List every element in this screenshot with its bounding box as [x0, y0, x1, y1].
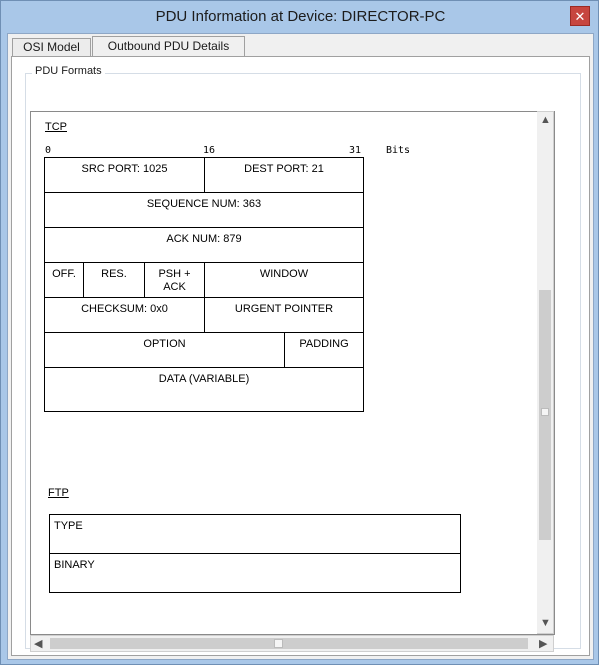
tcp-field-checksum: CHECKSUM: 0x0	[44, 297, 205, 333]
tcp-field-ack-num: ACK NUM: 879	[44, 227, 364, 263]
ftp-field-type: TYPE	[49, 514, 461, 554]
vertical-thumb-grip	[541, 408, 549, 416]
horizontal-scrollbar[interactable]	[30, 635, 554, 652]
bit-label-mid: 16	[203, 145, 216, 156]
ftp-field-binary: BINARY	[49, 553, 461, 593]
vertical-scrollbar[interactable]	[537, 111, 554, 634]
tcp-field-window: WINDOW	[204, 262, 364, 298]
scroll-up-icon[interactable]: ▲	[540, 114, 551, 126]
scroll-left-icon[interactable]: ◀	[34, 638, 43, 650]
tcp-field-padding: PADDING	[284, 332, 364, 368]
horizontal-scroll-thumb[interactable]	[50, 638, 528, 649]
tab-panel	[11, 56, 590, 656]
pdu-format-view	[30, 111, 555, 635]
title-bar	[1, 1, 599, 33]
vertical-scroll-thumb[interactable]	[539, 290, 551, 540]
close-icon: ✕	[574, 9, 586, 24]
tcp-field-reserved: RES.	[83, 262, 145, 298]
tcp-field-data: DATA (VARIABLE)	[44, 367, 364, 412]
window-client	[7, 33, 594, 660]
tcp-field-dest-port: DEST PORT: 21	[204, 157, 364, 193]
group-label: PDU Formats	[32, 65, 105, 77]
bit-label-start: 0	[45, 145, 52, 156]
scroll-down-icon[interactable]: ▼	[540, 617, 551, 629]
scroll-right-icon[interactable]: ▶	[539, 638, 548, 650]
tcp-field-urgent-pointer: URGENT POINTER	[204, 297, 364, 333]
tcp-field-src-port: SRC PORT: 1025	[44, 157, 205, 193]
horizontal-thumb-grip	[274, 639, 283, 648]
tcp-field-flags: PSH + ACK	[144, 262, 205, 298]
tcp-field-sequence-num: SEQUENCE NUM: 363	[44, 192, 364, 228]
tcp-field-offset: OFF.	[44, 262, 84, 298]
window-title: PDU Information at Device: DIRECTOR-PC	[155, 8, 446, 25]
tab-osi-model[interactable]: OSI Model	[12, 38, 91, 57]
bit-label-unit: Bits	[386, 145, 411, 156]
ftp-heading[interactable]: FTP	[48, 487, 69, 499]
bit-label-end: 31	[349, 145, 362, 156]
close-button[interactable]	[570, 6, 590, 26]
tcp-heading[interactable]: TCP	[45, 121, 67, 133]
tcp-field-option: OPTION	[44, 332, 285, 368]
tab-outbound-pdu-details[interactable]: Outbound PDU Details	[92, 36, 245, 57]
